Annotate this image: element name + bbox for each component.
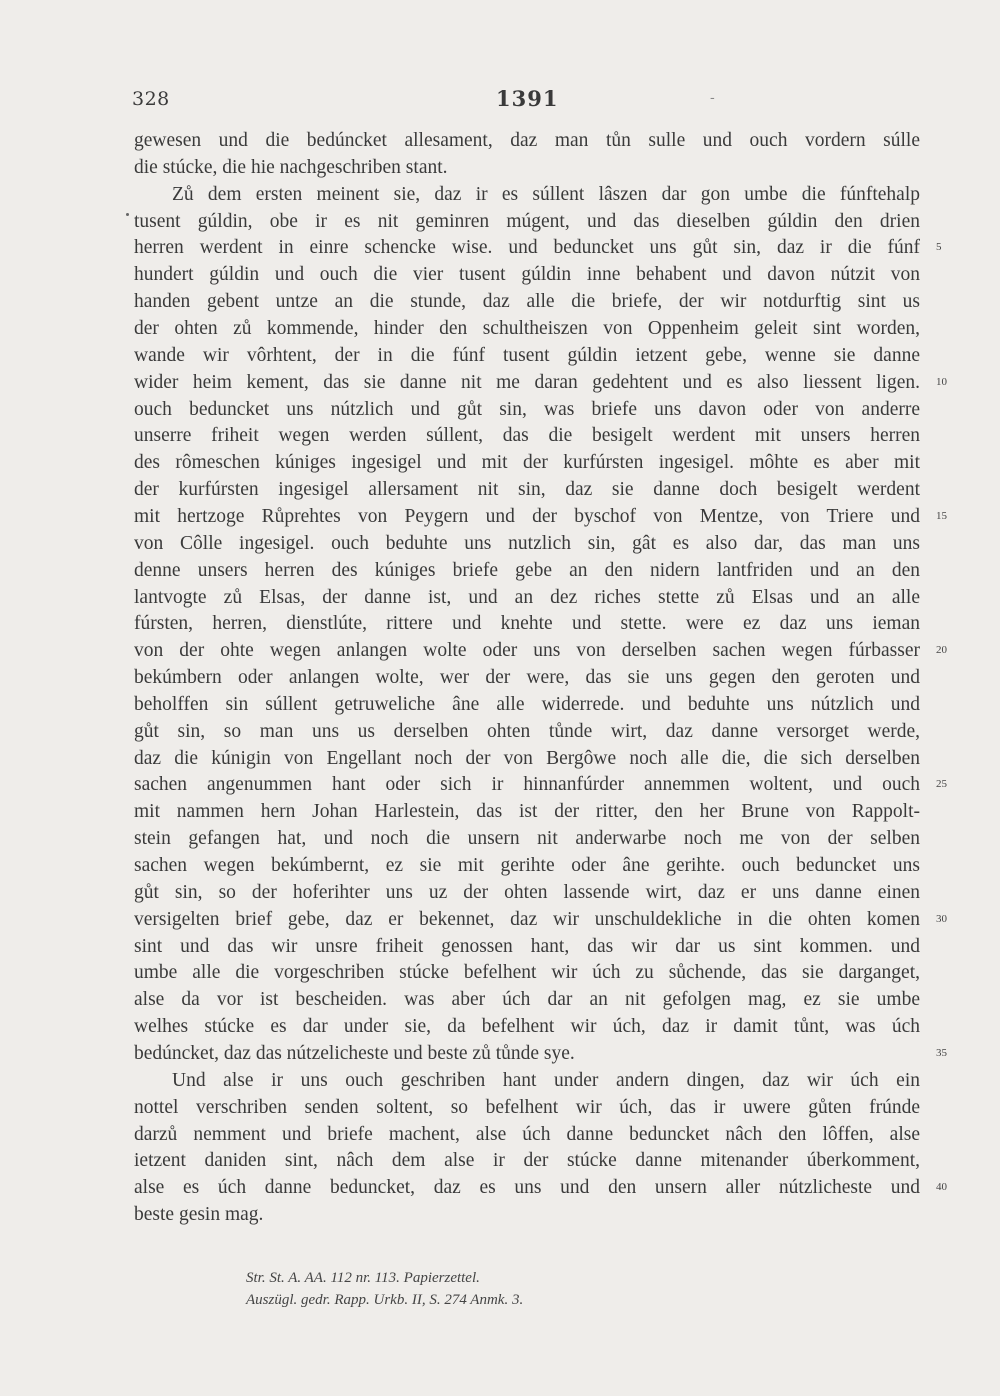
text-line: der ohten zů kommende, hinder den schultheiszen von Oppenheim geleit sint worden, [134, 318, 920, 339]
line-number: 5 [936, 241, 942, 254]
text-line: sint und das wir unsre friheit genossen hant, das wir dar us sint kommen. und [134, 935, 920, 957]
text-line: bekúmbern oder anlangen wolte, wer der were, das sie uns gegen den geroten und [134, 667, 920, 688]
text-line: nottel verschriben senden soltent, so befelhent wir úch, das ir uwere gůten frúnde [134, 1096, 920, 1118]
line-number: 20 [936, 644, 947, 657]
text-line: welhes stúcke es dar under sie, da befelhent wir úch, daz ir damit tůnt, was úch [134, 1016, 920, 1038]
line-number: 25 [936, 778, 947, 791]
text-line: tusent gúldin, obe ir es nit geminren múgent, und das dieselben gúldin den drien [134, 210, 920, 232]
text-line: beholffen sin súllent getruweliche âne alle widerrede. und beduhte uns nútzlich und [134, 693, 920, 715]
text-line: sachen angenummen hant oder sich ir hinnanfúrder annemmen woltent, und ouch [134, 774, 920, 796]
text-line: versigelten brief gebe, daz er bekennet, daz wir unschuldekliche in die ohten komen [134, 908, 920, 930]
text-line: denne unsers herren des kúniges briefe gebe an den nidern lantfriden und an den [134, 559, 920, 581]
page-number: 328 [132, 88, 170, 110]
text-line: von Côlle ingesigel. ouch beduhte uns nutzlich sin, gât es also dar, das man uns [134, 532, 920, 554]
text-line: gůt sin, so der hoferihter uns uz der ohten lassende wirt, daz er uns danne einen [134, 881, 920, 903]
text-line: ietzent daniden sint, nâch dem alse ir der stúcke danne mitenander úberkomment, [134, 1150, 920, 1172]
line-number: 15 [936, 509, 947, 522]
text-line: daz die kúnigin von Engellant noch der von Bergôwe noch alle die, die sich derselben [134, 747, 920, 769]
print-citation: Auszügl. gedr. Rapp. Urkb. II, S. 274 Anmk. 3. [246, 1292, 524, 1308]
text-line: wande wir vôrhtent, der in die fúnf tusent gúldin ietzent gebe, wenne sie danne [134, 344, 920, 366]
text-line: des rômeschen kúniges ingesigel und mit der kurfúrsten ingesigel. môhte es aber mit [134, 452, 920, 474]
text-line: darzů nemment und briefe machent, alse úch danne beduncket nâch den lôffen, alse [134, 1123, 920, 1145]
text-line: wider heim kement, das sie danne nit me daran gedehtent und es also liessent ligen. [134, 371, 920, 393]
text-line: fúrsten, herren, dienstlúte, rittere und knehte und stette. were ez daz uns ieman [134, 613, 920, 635]
text-line: handen gebent untze an die stunde, daz alle die briefe, der wir notdurftig sint us [134, 291, 920, 313]
text-line: lantvogte zů Elsas, der danne ist, und an dez riches stette zů Elsas und an alle [134, 586, 920, 608]
line-number: 10 [936, 375, 947, 388]
text-line: herren werdent in einre schencke wise. und beduncket uns gůt sin, daz ir die fúnf [134, 237, 920, 259]
text-line: Und alse ir uns ouch geschriben hant under andern dingen, daz wir úch ein [172, 1069, 920, 1091]
line-number: 35 [936, 1046, 947, 1059]
source-citation: Str. St. A. AA. 112 nr. 113. Papierzettel. [246, 1270, 480, 1286]
text-line: gewesen und die bedúncket allesament, daz man tůn sulle und ouch vordern súlle [134, 130, 920, 151]
text-line: alse da vor ist bescheiden. was aber úch dar an nit gefolgen mag, ez sie umbe [134, 989, 920, 1011]
text-line: sachen wegen bekúmbernt, ez sie mit gerihte oder âne gerihte. ouch beduncket uns [134, 855, 920, 876]
text-line: bedúncket, daz das nútzelicheste und beste zů tůnde sye. [134, 1042, 575, 1064]
line-number: 30 [936, 912, 947, 925]
margin-dot [126, 213, 129, 216]
text-line: alse es úch danne beduncket, daz es uns und den unsern aller nútzlicheste und [134, 1177, 920, 1199]
text-line: unserre friheit wegen werden súllent, das die besigelt werdent mit unsers herren [134, 425, 920, 447]
text-line: stein gefangen hat, und noch die unsern nit anderwarbe noch me von der selben [134, 828, 920, 850]
text-line: mit hertzoge Růprehtes von Peygern und der byschof von Mentze, von Triere und [134, 505, 920, 527]
text-line: mit nammen hern Johan Harlestein, das ist der ritter, den her Brune von Rappolt- [134, 801, 920, 823]
text-line: beste gesin mag. [134, 1204, 264, 1225]
text-line: umbe alle die vorgeschriben stúcke befelhent wir úch zu sůchende, das sie darganget, [134, 962, 920, 984]
text-line: Zů dem ersten meinent sie, daz ir es súllent lâszen dar gon umbe die fúnftehalp [172, 183, 920, 205]
text-line: gůt sin, so man uns us derselben ohten tůnde wirt, daz danne versorget werde, [134, 720, 920, 742]
text-line: die stúcke, die hie nachgeschriben stant. [134, 156, 448, 178]
text-line: ouch beduncket uns nútzlich und gůt sin, was briefe uns davon oder von anderre [134, 398, 920, 420]
text-line: von der ohte wegen anlangen wolte oder uns von derselben sachen wegen fúrbasser [134, 640, 920, 662]
text-line: der kurfúrsten ingesigel allersament nit sin, daz sie danne doch besigelt werdent [134, 479, 920, 501]
header-mark: - [710, 90, 715, 106]
text-line: hundert gúldin und ouch die vier tusent gúldin inne behabent und davon nútzit von [134, 264, 920, 286]
year-heading: 1391 [496, 86, 559, 111]
line-number: 40 [936, 1181, 947, 1194]
